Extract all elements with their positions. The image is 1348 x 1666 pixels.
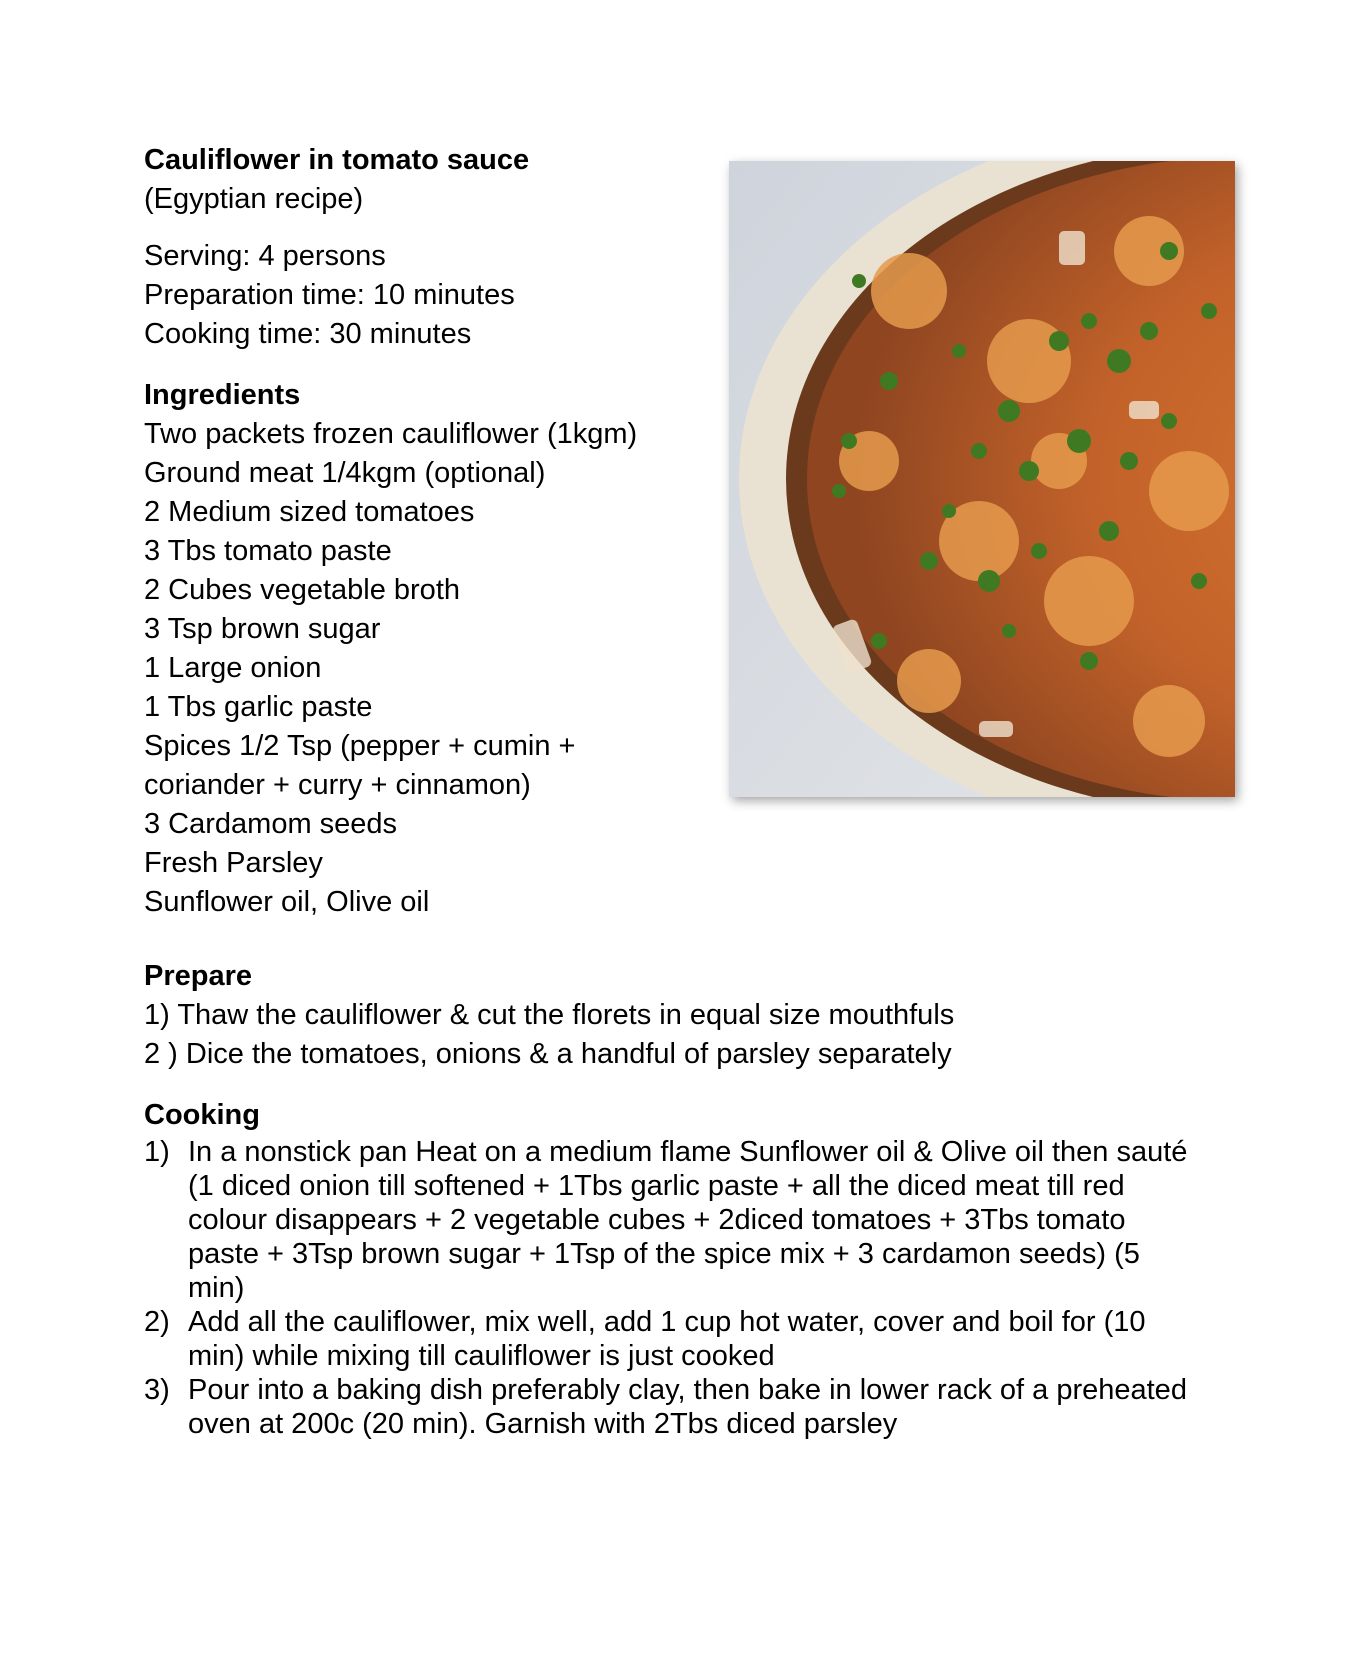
servings-text: Serving: 4 persons — [144, 240, 386, 272]
recipe-subtitle: (Egyptian recipe) — [144, 183, 364, 215]
ingredient-item: Ground meat 1/4kgm (optional) — [144, 457, 546, 489]
prepare-step: 2 ) Dice the tomatoes, onions & a handful of parsley separately — [144, 1038, 952, 1070]
step-text: Pour into a baking dish preferably clay, then bake in lower rack of a preheated oven at 200c (20 min). Garnish with 2Tbs diced parsley — [188, 1374, 1187, 1440]
ingredient-item: 3 Tbs tomato paste — [144, 535, 392, 567]
ingredients-list — [144, 415, 724, 922]
ingredient-item: 3 Tsp brown sugar — [144, 613, 381, 645]
dish-photo-illustration — [729, 161, 1235, 797]
dish-photo — [729, 161, 1235, 797]
prepare-step: 1) Thaw the cauliflower & cut the florets in equal size mouthfuls — [144, 999, 955, 1031]
step-number: 3) — [144, 1374, 170, 1406]
step-text: Add all the cauliflower, mix well, add 1 cup hot water, cover and boil for (10 min) while mixing till cauliflower is just cooked — [188, 1306, 1146, 1372]
recipe-lower-section — [144, 957, 1294, 1441]
cooking-step — [144, 1305, 1194, 1373]
step-number: 2) — [144, 1306, 170, 1338]
prepare-heading: Prepare — [144, 960, 253, 992]
cooking-step — [144, 1373, 1194, 1441]
cooking-step — [144, 1135, 1194, 1305]
ingredient-item: Spices 1/2 Tsp (pepper + cumin + — [144, 730, 576, 762]
step-number: 1) — [144, 1136, 170, 1168]
ingredient-item: 3 Cardamom seeds — [144, 808, 398, 840]
ingredient-item: Sunflower oil, Olive oil — [144, 886, 430, 918]
ingredient-item: Two packets frozen cauliflower (1kgm) — [144, 418, 638, 450]
ingredient-item: 1 Tbs garlic paste — [144, 691, 373, 723]
ingredient-item: 2 Medium sized tomatoes — [144, 496, 475, 528]
recipe-title: Cauliflower in tomato sauce — [144, 144, 530, 176]
ingredients-heading: Ingredients — [144, 379, 301, 411]
ingredient-item: Fresh Parsley — [144, 847, 323, 879]
prep-time-text: Preparation time: 10 minutes — [144, 279, 515, 311]
ingredient-item: 2 Cubes vegetable broth — [144, 574, 460, 606]
ingredient-item: 1 Large onion — [144, 652, 322, 684]
step-text: In a nonstick pan Heat on a medium flame Sunflower oil & Olive oil then sauté (1 diced onion till softened + 1Tbs garlic paste + all the diced meat till red colour disappears + 2 vegetable cubes + 2diced tomatoes + 3Tbs tomato paste + 3Tsp brown sugar + 1Tsp of the spice mix + 3 cardamon seeds) (5 min) — [188, 1136, 1188, 1304]
ingredient-item: coriander + curry + cinnamon) — [144, 769, 531, 801]
prepare-steps — [144, 996, 1294, 1074]
cooking-heading: Cooking — [144, 1099, 260, 1131]
cooking-steps — [144, 1135, 1194, 1441]
recipe-left-column — [144, 140, 724, 922]
cook-time-text: Cooking time: 30 minutes — [144, 318, 472, 350]
